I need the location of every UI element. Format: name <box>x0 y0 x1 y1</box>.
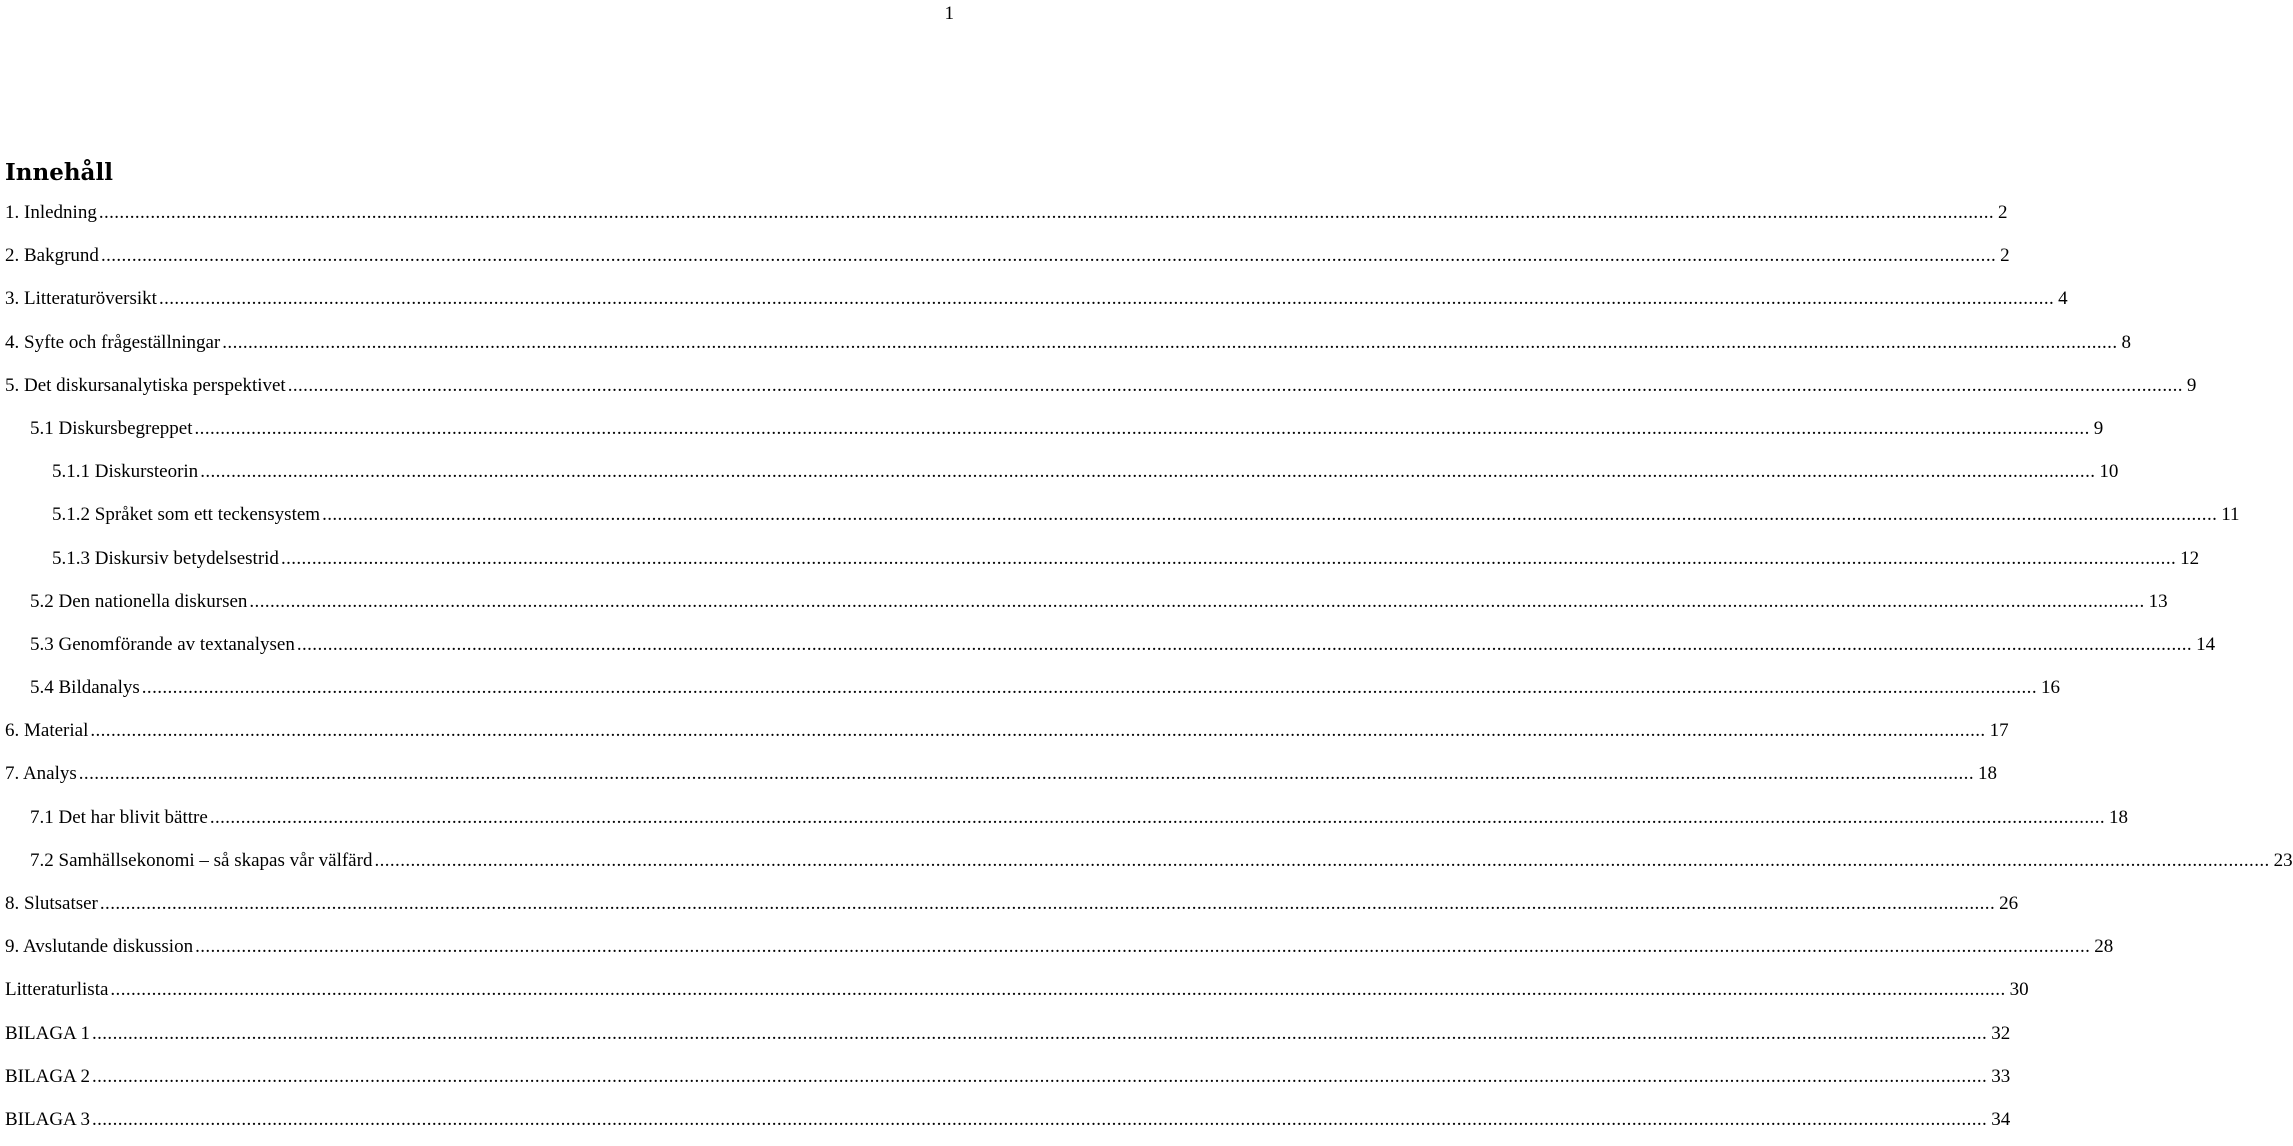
toc-entry-label: 8. Slutsatser <box>5 893 98 914</box>
toc-entry-label: 5.1 Diskursbegreppet <box>30 417 193 439</box>
toc-entry-label: 5.1.2 Språket som ett teckensystem <box>52 504 321 526</box>
toc-entry-label: 7.1 Det har blivit bättre <box>30 806 208 828</box>
toc-entry[interactable] <box>5 234 2010 277</box>
toc-leader-dots <box>90 709 1985 752</box>
toc-title: Innehåll <box>5 159 113 186</box>
toc-leader-dots <box>195 925 2090 968</box>
toc-entry-label: BILAGA 2 <box>5 1065 90 1087</box>
toc-entry-label: 7.2 Samhällsekonomi – så skapas vår välfärd <box>30 849 373 871</box>
toc-entry[interactable] <box>5 709 2009 752</box>
toc-leader-dots <box>297 623 2192 666</box>
toc-entry-page: 10 <box>2099 461 2119 483</box>
toc-entry-page: 26 <box>1999 893 2019 914</box>
toc-entry[interactable] <box>5 623 2216 666</box>
toc-entry-label: 5.4 Bildanalys <box>30 677 140 699</box>
toc-entry-label: BILAGA 1 <box>5 1022 90 1044</box>
toc-entry[interactable] <box>5 537 2200 580</box>
toc-entry[interactable] <box>5 968 2029 1011</box>
toc-entry-page: 30 <box>2009 979 2029 1001</box>
toc-entry[interactable] <box>5 1098 2011 1141</box>
toc-entry-label: 5.1.3 Diskursiv betydelsestrid <box>52 547 279 569</box>
toc-list <box>5 191 2293 1141</box>
toc-entry-label: 3. Litteraturöversikt <box>5 288 157 310</box>
toc-entry[interactable] <box>5 407 2104 450</box>
toc-entry-label: 5.3 Genomförande av textanalysen <box>30 633 295 655</box>
toc-entry-page: 32 <box>1991 1022 2011 1044</box>
toc-entry-page: 16 <box>2040 677 2060 699</box>
toc-entry[interactable] <box>5 493 2240 536</box>
toc-leader-dots <box>281 537 2176 580</box>
toc-entry-page: 28 <box>2094 936 2114 958</box>
toc-entry-page: 17 <box>1989 720 2009 742</box>
toc-entry-label: Litteraturlista <box>5 979 109 1001</box>
toc-entry-page: 13 <box>2148 590 2168 612</box>
toc-leader-dots <box>142 666 2037 709</box>
toc-entry-label: 1. Inledning <box>5 202 97 223</box>
toc-leader-dots <box>159 277 2054 320</box>
toc-leader-dots <box>249 580 2144 623</box>
toc-leader-dots <box>92 1012 1987 1055</box>
toc-leader-dots <box>101 234 1996 277</box>
toc-leader-dots <box>79 752 1974 795</box>
toc-entry[interactable] <box>5 839 2293 882</box>
toc-entry[interactable] <box>5 321 2131 364</box>
toc-entry[interactable] <box>5 1012 2011 1055</box>
toc-leader-dots <box>92 1098 1987 1141</box>
toc-entry[interactable] <box>5 752 1997 795</box>
toc-leader-dots <box>210 796 2105 839</box>
toc-entry-label: BILAGA 3 <box>5 1108 90 1130</box>
toc-leader-dots <box>222 321 2117 364</box>
toc-leader-dots <box>322 493 2217 536</box>
toc-entry-label: 2. Bakgrund <box>5 245 99 267</box>
toc-entry[interactable] <box>5 277 2068 320</box>
toc-entry-label: 5. Det diskursanalytiska perspektivet <box>5 374 286 396</box>
toc-entry-label: 7. Analys <box>5 763 77 785</box>
toc-entry-label: 5.2 Den nationella diskursen <box>30 590 248 612</box>
toc-entry-label: 9. Avslutande diskussion <box>5 936 194 958</box>
toc-entry-page: 34 <box>1991 1108 2011 1130</box>
toc-entry-label: 4. Syfte och frågeställningar <box>5 331 221 353</box>
toc-entry-page: 14 <box>2196 633 2216 655</box>
toc-entry[interactable] <box>5 580 2168 623</box>
toc-leader-dots <box>99 191 1994 234</box>
toc-leader-dots <box>110 968 2005 1011</box>
toc-entry-page: 33 <box>1991 1065 2011 1087</box>
toc-entry-page: 2 <box>1998 202 2008 223</box>
toc-entry-page: 9 <box>2186 374 2197 396</box>
toc-entry-label: 6. Material <box>5 720 89 742</box>
page-number: 1 <box>944 3 954 24</box>
toc-leader-dots <box>195 407 2090 450</box>
toc-entry-page: 18 <box>1977 763 1997 785</box>
toc-entry[interactable] <box>5 925 2114 968</box>
toc-entry-page: 4 <box>2058 288 2068 310</box>
toc-entry-page: 9 <box>2093 417 2104 439</box>
toc-leader-dots <box>200 450 2095 493</box>
toc-leader-dots <box>92 1055 1987 1098</box>
toc-entry[interactable] <box>5 1055 2011 1098</box>
toc-leader-dots <box>100 882 1995 925</box>
toc-leader-dots <box>288 364 2183 407</box>
toc-entry[interactable] <box>5 191 2008 234</box>
toc-entry-page: 11 <box>2221 504 2240 526</box>
toc-entry-page: 2 <box>2000 245 2010 267</box>
toc-leader-dots <box>374 839 2269 882</box>
toc-entry-page: 18 <box>2109 806 2129 828</box>
toc-entry[interactable] <box>5 364 2197 407</box>
toc-entry-label: 5.1.1 Diskursteorin <box>52 461 199 483</box>
toc-entry-page: 8 <box>2121 331 2131 353</box>
toc-entry[interactable] <box>5 450 2119 493</box>
toc-entry-page: 12 <box>2180 547 2200 569</box>
toc-entry[interactable] <box>5 796 2129 839</box>
toc-entry[interactable] <box>5 882 2019 925</box>
toc-entry[interactable] <box>5 666 2060 709</box>
toc-entry-page: 23 <box>2273 849 2293 871</box>
